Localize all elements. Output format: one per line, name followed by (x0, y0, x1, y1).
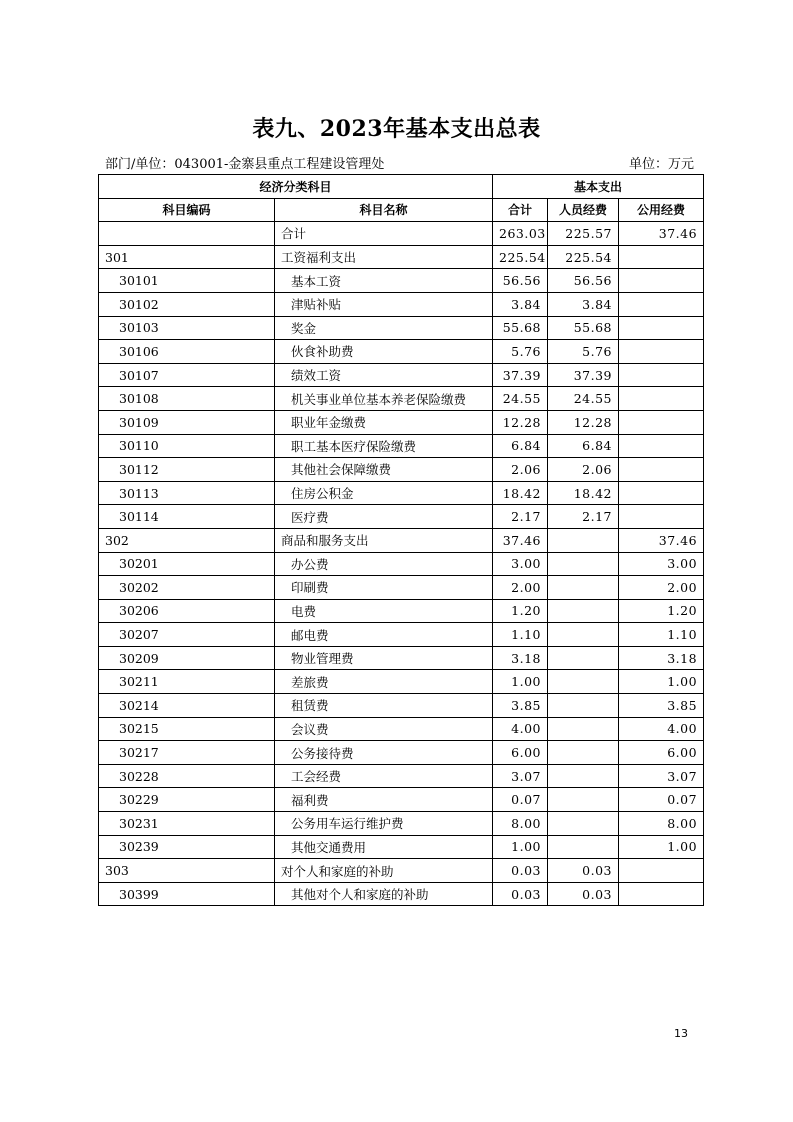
cell-total: 0.07 (493, 788, 548, 812)
cell-total: 2.06 (493, 458, 548, 482)
cell-name: 福利费 (275, 788, 493, 812)
cell-code: 30110 (99, 434, 275, 458)
cell-code: 30108 (99, 387, 275, 411)
table-row (99, 576, 704, 600)
unit-label: 单位：万元 (628, 157, 694, 172)
header-basic-expenditure: 基本支出 (493, 175, 704, 199)
cell-code: 30206 (99, 599, 275, 623)
table-row (99, 316, 704, 340)
cell-code: 30103 (99, 316, 275, 340)
header-economic-category: 经济分类科目 (99, 175, 493, 199)
cell-total: 55.68 (493, 316, 548, 340)
cell-code: 30101 (99, 269, 275, 293)
table-row (99, 835, 704, 859)
cell-personnel (548, 599, 619, 623)
cell-public: 3.85 (619, 694, 704, 718)
cell-name: 物业管理费 (275, 646, 493, 670)
cell-personnel (548, 812, 619, 836)
cell-public (619, 292, 704, 316)
cell-personnel (548, 694, 619, 718)
cell-personnel: 2.17 (548, 505, 619, 529)
cell-public: 37.46 (619, 222, 704, 246)
cell-name: 公务接待费 (275, 741, 493, 765)
cell-total: 56.56 (493, 269, 548, 293)
cell-personnel: 55.68 (548, 316, 619, 340)
table-row (99, 552, 704, 576)
cell-public (619, 410, 704, 434)
cell-total: 18.42 (493, 481, 548, 505)
cell-total: 3.07 (493, 764, 548, 788)
cell-code: 301 (99, 245, 275, 269)
cell-public (619, 481, 704, 505)
cell-code: 302 (99, 528, 275, 552)
cell-personnel (548, 717, 619, 741)
cell-code: 30201 (99, 552, 275, 576)
cell-personnel (548, 670, 619, 694)
cell-personnel: 37.39 (548, 363, 619, 387)
cell-total: 3.85 (493, 694, 548, 718)
table-row (99, 646, 704, 670)
cell-code: 30214 (99, 694, 275, 718)
cell-personnel (548, 528, 619, 552)
cell-public (619, 882, 704, 906)
cell-public: 0.07 (619, 788, 704, 812)
header-row-columns (99, 198, 704, 222)
cell-code: 30209 (99, 646, 275, 670)
cell-personnel (548, 764, 619, 788)
table-row (99, 269, 704, 293)
cell-personnel: 225.54 (548, 245, 619, 269)
cell-code: 30228 (99, 764, 275, 788)
cell-name: 办公费 (275, 552, 493, 576)
cell-total: 3.84 (493, 292, 548, 316)
cell-public (619, 387, 704, 411)
department-label: 部门/单位：043001-金寨县重点工程建设管理处 (105, 157, 385, 172)
cell-code: 30107 (99, 363, 275, 387)
table-row (99, 292, 704, 316)
cell-public: 37.46 (619, 528, 704, 552)
table-row (99, 741, 704, 765)
cell-total: 12.28 (493, 410, 548, 434)
table-row (99, 670, 704, 694)
cell-public (619, 269, 704, 293)
cell-personnel: 2.06 (548, 458, 619, 482)
cell-total: 24.55 (493, 387, 548, 411)
basic-expenditure-table (98, 174, 704, 906)
cell-name: 伙食补助费 (275, 340, 493, 364)
cell-total: 8.00 (493, 812, 548, 836)
cell-name: 机关事业单位基本养老保险缴费 (275, 387, 493, 411)
cell-name: 医疗费 (275, 505, 493, 529)
cell-personnel (548, 552, 619, 576)
cell-code: 303 (99, 859, 275, 883)
cell-public: 2.00 (619, 576, 704, 600)
cell-personnel: 0.03 (548, 859, 619, 883)
table-row (99, 434, 704, 458)
cell-public (619, 434, 704, 458)
table-row (99, 222, 704, 246)
cell-total: 37.39 (493, 363, 548, 387)
cell-total: 263.03 (493, 222, 548, 246)
cell-code: 30239 (99, 835, 275, 859)
cell-code: 30217 (99, 741, 275, 765)
header-code: 科目编码 (99, 198, 275, 222)
cell-total: 0.03 (493, 859, 548, 883)
cell-personnel (548, 623, 619, 647)
cell-name: 其他对个人和家庭的补助 (275, 882, 493, 906)
page-number: 13 (674, 1027, 688, 1040)
cell-total: 2.00 (493, 576, 548, 600)
cell-code (99, 222, 275, 246)
cell-name: 邮电费 (275, 623, 493, 647)
cell-total: 5.76 (493, 340, 548, 364)
cell-code: 30109 (99, 410, 275, 434)
cell-total: 0.03 (493, 882, 548, 906)
table-row (99, 859, 704, 883)
table-row (99, 694, 704, 718)
cell-public: 1.00 (619, 835, 704, 859)
cell-name: 职业年金缴费 (275, 410, 493, 434)
cell-total: 4.00 (493, 717, 548, 741)
cell-public (619, 340, 704, 364)
cell-total: 2.17 (493, 505, 548, 529)
table-row (99, 599, 704, 623)
cell-name: 会议费 (275, 717, 493, 741)
cell-personnel: 12.28 (548, 410, 619, 434)
cell-personnel: 5.76 (548, 340, 619, 364)
header-personnel: 人员经费 (548, 198, 619, 222)
table-row (99, 387, 704, 411)
cell-name: 差旅费 (275, 670, 493, 694)
cell-personnel (548, 741, 619, 765)
cell-public (619, 859, 704, 883)
table-row (99, 458, 704, 482)
table-row (99, 410, 704, 434)
table-row (99, 528, 704, 552)
cell-public (619, 363, 704, 387)
table-row (99, 505, 704, 529)
cell-personnel (548, 835, 619, 859)
cell-code: 30113 (99, 481, 275, 505)
cell-total: 1.10 (493, 623, 548, 647)
cell-name: 绩效工资 (275, 363, 493, 387)
cell-name: 奖金 (275, 316, 493, 340)
table-row (99, 363, 704, 387)
cell-code: 30229 (99, 788, 275, 812)
cell-code: 30399 (99, 882, 275, 906)
cell-total: 6.84 (493, 434, 548, 458)
cell-name: 基本工资 (275, 269, 493, 293)
cell-code: 30231 (99, 812, 275, 836)
cell-code: 30207 (99, 623, 275, 647)
cell-public (619, 316, 704, 340)
table-row (99, 717, 704, 741)
cell-code: 30215 (99, 717, 275, 741)
cell-name: 公务用车运行维护费 (275, 812, 493, 836)
cell-personnel (548, 788, 619, 812)
cell-code: 30106 (99, 340, 275, 364)
cell-total: 225.54 (493, 245, 548, 269)
cell-public (619, 505, 704, 529)
cell-personnel: 3.84 (548, 292, 619, 316)
table-body (99, 222, 704, 906)
cell-public: 1.00 (619, 670, 704, 694)
cell-name: 租赁费 (275, 694, 493, 718)
cell-code: 30211 (99, 670, 275, 694)
cell-personnel: 6.84 (548, 434, 619, 458)
cell-public (619, 458, 704, 482)
cell-total: 3.18 (493, 646, 548, 670)
cell-personnel: 0.03 (548, 882, 619, 906)
table-row (99, 812, 704, 836)
cell-name: 住房公积金 (275, 481, 493, 505)
cell-name: 电费 (275, 599, 493, 623)
cell-code: 30202 (99, 576, 275, 600)
cell-public: 1.20 (619, 599, 704, 623)
cell-name: 商品和服务支出 (275, 528, 493, 552)
table-row (99, 340, 704, 364)
table-row (99, 882, 704, 906)
cell-public: 8.00 (619, 812, 704, 836)
cell-public: 1.10 (619, 623, 704, 647)
cell-personnel: 225.57 (548, 222, 619, 246)
table-row (99, 623, 704, 647)
header-name: 科目名称 (275, 198, 493, 222)
cell-total: 1.00 (493, 670, 548, 694)
cell-personnel: 24.55 (548, 387, 619, 411)
page-title: 表九、2023年基本支出总表 (252, 116, 541, 142)
cell-personnel: 56.56 (548, 269, 619, 293)
cell-personnel (548, 576, 619, 600)
cell-public: 3.00 (619, 552, 704, 576)
cell-name: 工会经费 (275, 764, 493, 788)
cell-personnel (548, 646, 619, 670)
table-row (99, 481, 704, 505)
cell-total: 1.00 (493, 835, 548, 859)
cell-code: 30102 (99, 292, 275, 316)
header-public: 公用经费 (619, 198, 704, 222)
cell-total: 6.00 (493, 741, 548, 765)
table-row (99, 764, 704, 788)
cell-name: 对个人和家庭的补助 (275, 859, 493, 883)
cell-name: 职工基本医疗保险缴费 (275, 434, 493, 458)
cell-code: 30114 (99, 505, 275, 529)
header-total: 合计 (493, 198, 548, 222)
cell-total: 3.00 (493, 552, 548, 576)
cell-name: 印刷费 (275, 576, 493, 600)
cell-code: 30112 (99, 458, 275, 482)
cell-public (619, 245, 704, 269)
cell-total: 1.20 (493, 599, 548, 623)
cell-name: 其他社会保障缴费 (275, 458, 493, 482)
header-row-group (99, 175, 704, 199)
table-row (99, 245, 704, 269)
cell-name: 其他交通费用 (275, 835, 493, 859)
cell-personnel: 18.42 (548, 481, 619, 505)
cell-public: 6.00 (619, 741, 704, 765)
cell-public: 4.00 (619, 717, 704, 741)
cell-public: 3.18 (619, 646, 704, 670)
table-row (99, 788, 704, 812)
cell-name: 合计 (275, 222, 493, 246)
cell-name: 工资福利支出 (275, 245, 493, 269)
cell-total: 37.46 (493, 528, 548, 552)
cell-name: 津贴补贴 (275, 292, 493, 316)
cell-public: 3.07 (619, 764, 704, 788)
